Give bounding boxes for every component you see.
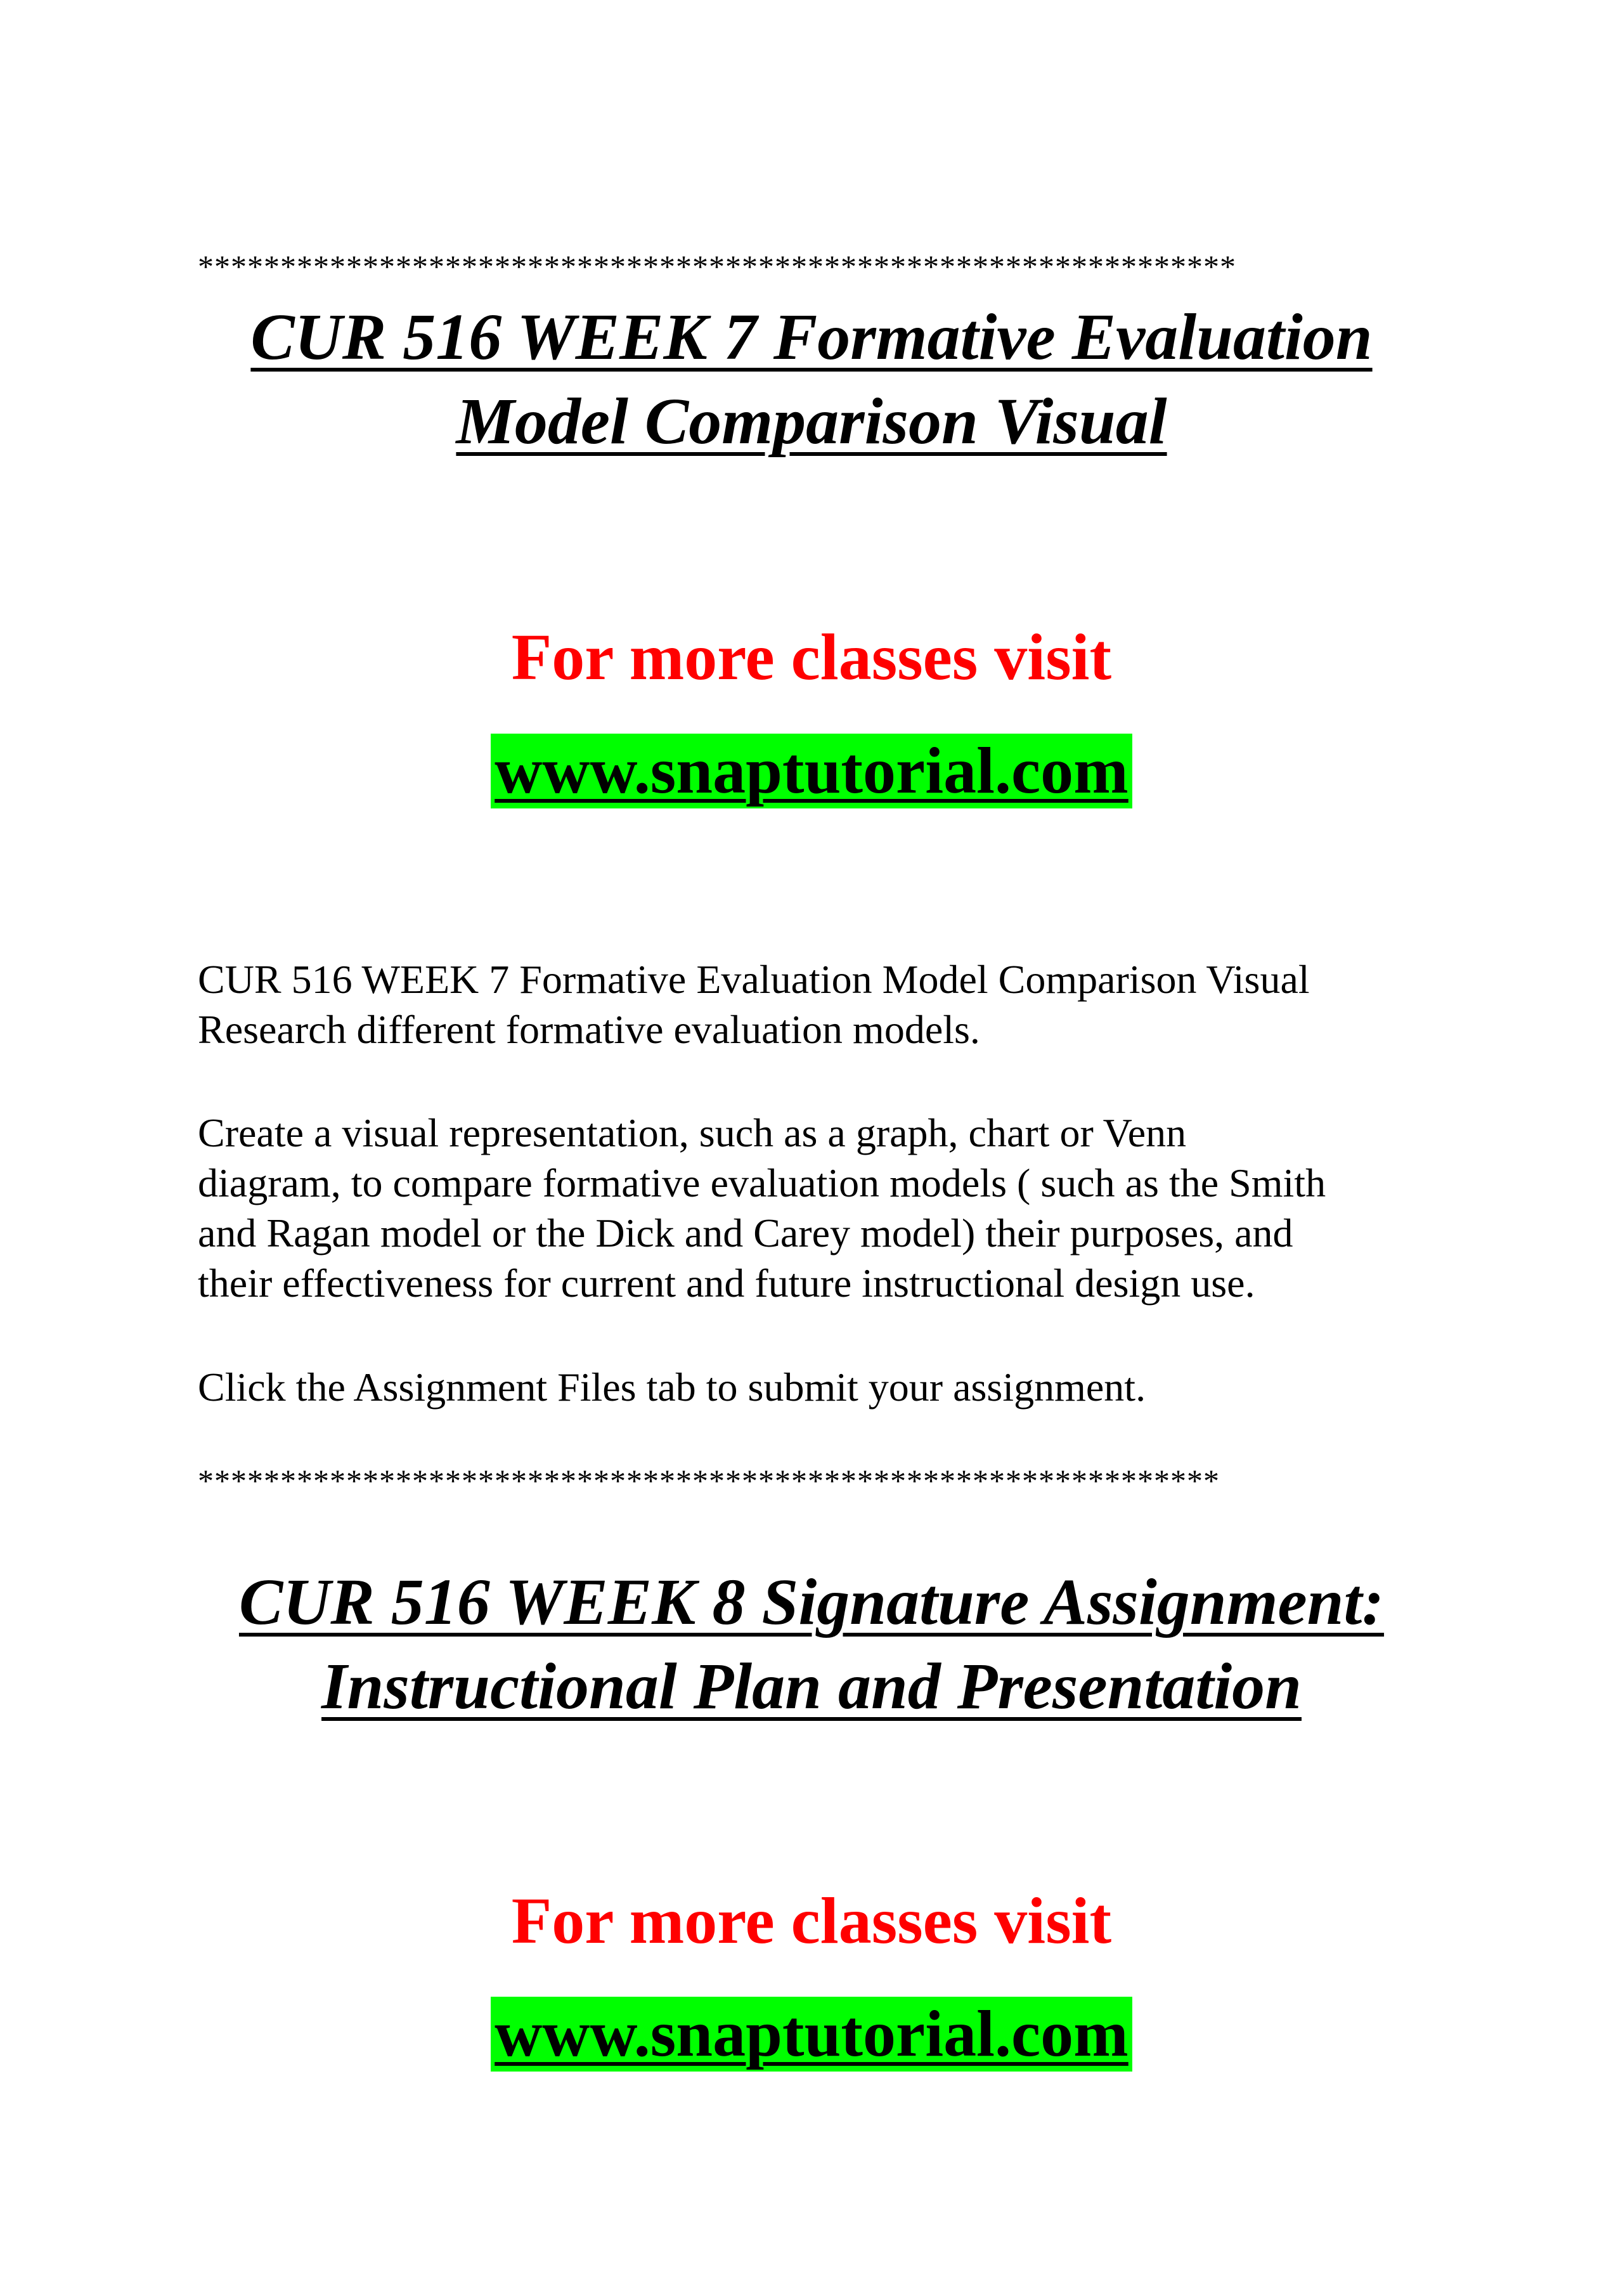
paragraph-line: Research different formative evaluation models. [198,1007,980,1052]
snaptutorial-link[interactable]: www.snaptutorial.com [491,734,1132,808]
paragraph-line: Click the Assignment Files tab to submit your assignment. [198,1365,1146,1410]
asterisk-divider: *************************************************************** [198,249,1236,284]
asterisk-divider: ************************************************************** [198,1463,1220,1498]
snaptutorial-link[interactable]: www.snaptutorial.com [491,1997,1132,2072]
title-line: Model Comparison Visual [456,385,1167,458]
title-line: CUR 516 WEEK 7 Formative Evaluation [250,301,1373,373]
description-paragraph [198,954,1440,1054]
url-row [0,1997,1623,2072]
submission-paragraph [198,1362,1440,1412]
title-line: Instructional Plan and Presentation [321,1650,1302,1723]
visit-text: For more classes visit [511,621,1112,694]
paragraph-line: CUR 516 WEEK 7 Formative Evaluation Model Comparison Visual [198,957,1310,1002]
visit-text: For more classes visit [511,1884,1112,1957]
assignment-title-week8 [0,1560,1623,1728]
instructions-paragraph [198,1108,1440,1308]
assignment-title-week7 [0,295,1623,464]
paragraph-line: and Ragan model or the Dick and Carey model) their purposes, and [198,1210,1293,1255]
paragraph-line: diagram, to compare formative evaluation models ( such as the Smith [198,1160,1326,1205]
url-row [0,734,1623,808]
title-line: CUR 516 WEEK 8 Signature Assignment: [238,1566,1385,1638]
paragraph-line: Create a visual representation, such as a graph, chart or Venn [198,1110,1187,1155]
paragraph-line: their effectiveness for current and future instructional design use. [198,1261,1255,1306]
